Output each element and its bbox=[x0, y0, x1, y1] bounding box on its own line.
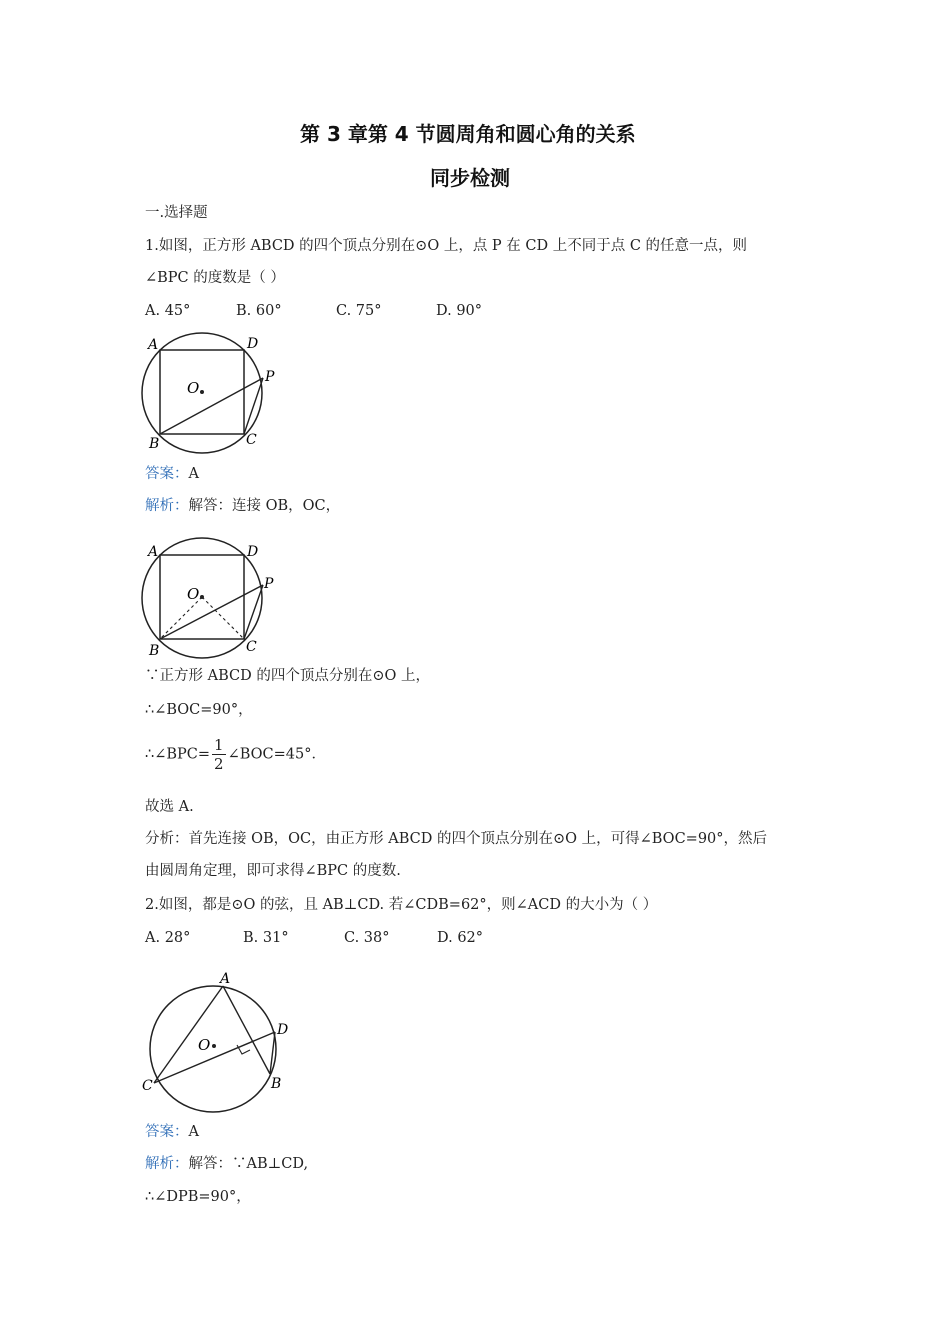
q1-sol-label-d: D bbox=[247, 544, 259, 560]
analysis-label: 解析： bbox=[145, 1156, 189, 1172]
q1-stem-line1: 1.如图，正方形 ABCD 的四个顶点分别在⊙O 上，点 P 在 CD 上不同于点 C 的任意一点，则 bbox=[145, 238, 748, 254]
q1-stem-line2: ∠BPC 的度数是（ ） bbox=[145, 270, 285, 286]
q1-fig-label-d: D bbox=[247, 336, 259, 352]
analysis-label: 解析： bbox=[145, 498, 189, 514]
step3-suffix: ∠BOC=45°． bbox=[227, 746, 326, 763]
q2-stem: 2.如图，都是⊙O 的弦，且 AB⊥CD. 若∠CDB=62°，则∠ACD 的大小为（ ） bbox=[145, 897, 658, 913]
q1-fig-label-o: O bbox=[187, 379, 200, 397]
section-heading: 一.选择题 bbox=[145, 205, 208, 221]
answer-value: A bbox=[188, 466, 199, 482]
q2-fig-label-c: C bbox=[142, 1078, 153, 1094]
q1-step3 bbox=[145, 736, 326, 773]
q1-sol-label-b: B bbox=[149, 643, 160, 659]
fraction-numerator: 1 bbox=[214, 736, 224, 754]
q1-fenxi-line1: 分析：首先连接 OB，OC，由正方形 ABCD 的四个顶点分别在⊙O 上，可得∠BOC=90°，然后 bbox=[145, 831, 768, 847]
q1-option-c: C. 75° bbox=[336, 303, 382, 319]
q1-fig-label-p: P bbox=[265, 369, 275, 385]
q2-option-b: B. 31° bbox=[243, 930, 289, 946]
q2-fig-label-o: O bbox=[198, 1036, 211, 1054]
q1-sol-label-c: C bbox=[246, 639, 257, 655]
q1-answer bbox=[145, 464, 199, 484]
answer-label: 答案： bbox=[145, 1124, 189, 1140]
q1-option-a: A. 45° bbox=[145, 303, 191, 319]
q1-solution-figure bbox=[140, 535, 290, 660]
page-subtitle: 同步检测 bbox=[430, 166, 510, 190]
q2-figure bbox=[138, 966, 298, 1121]
q1-fig-label-a: A bbox=[148, 337, 159, 353]
q2-fig-label-b: B bbox=[271, 1076, 282, 1092]
q1-option-d: D. 90° bbox=[436, 303, 483, 319]
answer-value: A bbox=[188, 1124, 199, 1140]
q2-step1: ∴∠DPB=90°， bbox=[145, 1189, 251, 1205]
q1-sol-label-o: O bbox=[187, 585, 200, 603]
q1-option-b: B. 60° bbox=[236, 303, 282, 319]
q1-figure bbox=[140, 330, 290, 455]
fraction-half bbox=[212, 736, 226, 773]
fraction-denominator: 2 bbox=[214, 755, 224, 773]
answer-label: 答案： bbox=[145, 466, 189, 482]
analysis-text: 解答：∵AB⊥CD, bbox=[188, 1156, 309, 1172]
q2-option-d: D. 62° bbox=[437, 930, 484, 946]
q2-fig-label-a: A bbox=[220, 971, 231, 987]
q1-conclusion: 故选 A. bbox=[145, 799, 194, 815]
q2-fig-label-d: D bbox=[277, 1022, 289, 1038]
q1-fenxi-line2: 由圆周角定理，即可求得∠BPC 的度数. bbox=[145, 863, 401, 879]
q1-sol-label-p: P bbox=[264, 576, 274, 592]
q2-analysis bbox=[145, 1154, 308, 1174]
q1-sol-label-a: A bbox=[148, 544, 159, 560]
page-title: 第 3 章第 4 节圆周角和圆心角的关系 bbox=[300, 122, 636, 146]
q2-answer bbox=[145, 1122, 199, 1142]
q1-fig-label-b: B bbox=[149, 436, 160, 452]
q1-step2: ∴∠BOC=90°， bbox=[145, 702, 253, 718]
q1-fig-label-c: C bbox=[246, 432, 257, 448]
analysis-text: 解答：连接 OB，OC， bbox=[188, 498, 341, 514]
q1-step1: ∵正方形 ABCD 的四个顶点分别在⊙O 上， bbox=[145, 668, 430, 684]
q1-analysis bbox=[145, 496, 340, 516]
q2-option-c: C. 38° bbox=[344, 930, 390, 946]
step3-prefix: ∴∠BPC= bbox=[145, 746, 211, 763]
q2-option-a: A. 28° bbox=[145, 930, 191, 946]
